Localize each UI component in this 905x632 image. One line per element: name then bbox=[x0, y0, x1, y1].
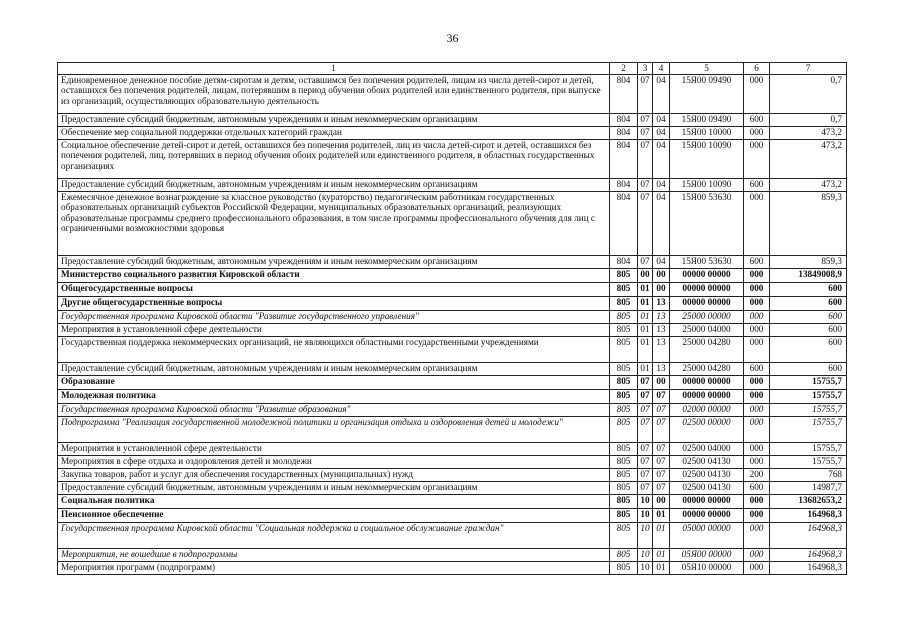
section-code-cell: 07 bbox=[638, 456, 653, 469]
amount-cell: 15755,7 bbox=[770, 417, 847, 443]
section-code-cell: 07 bbox=[638, 192, 653, 256]
page-number: 36 bbox=[446, 31, 459, 45]
subsection-code-cell: 13 bbox=[653, 324, 670, 337]
row-name-cell: Предоставление субсидий бюджетным, автономным учреждениям и иным некоммерческим организациям bbox=[58, 179, 610, 192]
subsection-code-cell: 07 bbox=[653, 417, 670, 443]
section-code-cell: 10 bbox=[638, 509, 653, 523]
amount-cell: 164968,3 bbox=[770, 509, 847, 523]
row-name-cell: Образование bbox=[58, 376, 610, 390]
row-name-cell: Предоставление субсидий бюджетным, автономным учреждениям и иным некоммерческим организациям bbox=[58, 482, 610, 495]
expense-type-cell: 000 bbox=[744, 283, 770, 297]
subsection-code-cell: 04 bbox=[653, 140, 670, 179]
subsection-code-cell: 13 bbox=[653, 297, 670, 311]
expense-type-cell: 000 bbox=[744, 269, 770, 283]
table-row bbox=[58, 523, 847, 549]
target-article-cell: 00000 00000 bbox=[670, 376, 744, 390]
section-code-cell: 10 bbox=[638, 549, 653, 562]
expense-type-cell: 000 bbox=[744, 324, 770, 337]
section-code-cell: 07 bbox=[638, 404, 653, 417]
section-code-cell: 10 bbox=[638, 495, 653, 509]
target-article-cell: 00000 00000 bbox=[670, 495, 744, 509]
amount-cell: 600 bbox=[770, 283, 847, 297]
amount-cell: 600 bbox=[770, 297, 847, 311]
row-name-cell: Государственная поддержка некоммерческих организаций, не являющихся областными государственными учреждениями bbox=[58, 337, 610, 363]
row-name-cell: Предоставление субсидий бюджетным, автономным учреждениям и иным некоммерческим организациям bbox=[58, 256, 610, 269]
target-article-cell: 02500 04130 bbox=[670, 482, 744, 495]
budget-table bbox=[57, 62, 847, 575]
subsection-code-cell: 04 bbox=[653, 127, 670, 140]
table-row bbox=[58, 140, 847, 179]
ministry-code-cell: 805 bbox=[610, 390, 638, 404]
section-code-cell: 07 bbox=[638, 376, 653, 390]
expense-type-cell: 000 bbox=[744, 523, 770, 549]
section-code-cell: 01 bbox=[638, 363, 653, 376]
section-code-cell: 00 bbox=[638, 269, 653, 283]
expense-type-cell: 000 bbox=[744, 390, 770, 404]
target-article-cell: 00000 00000 bbox=[670, 390, 744, 404]
expense-type-cell: 000 bbox=[744, 337, 770, 363]
row-name-cell: Единовременное денежное пособие детям-сиротам и детям, оставшимся без попечения родителей, лицам из числа детей-сирот и детей, оставшихся без попечения родителей, лицам, потерявшим в период обучения обоих родителей или единственного родителя, при выпуске из организаций, осуществляющих образовательную деятельность bbox=[58, 75, 610, 114]
table-row bbox=[58, 549, 847, 562]
amount-cell: 0,7 bbox=[770, 75, 847, 114]
ministry-code-cell: 805 bbox=[610, 495, 638, 509]
table-row bbox=[58, 363, 847, 376]
target-article-cell: 05000 00000 bbox=[670, 523, 744, 549]
expense-type-cell: 600 bbox=[744, 482, 770, 495]
row-name-cell: Подпрограмма "Реализация государственной молодежной политики и организация отдыха и оздоровления детей и молодежи" bbox=[58, 417, 610, 443]
section-code-cell: 07 bbox=[638, 179, 653, 192]
subsection-code-cell: 07 bbox=[653, 469, 670, 482]
table-row bbox=[58, 297, 847, 311]
ministry-code-cell: 804 bbox=[610, 192, 638, 256]
subsection-code-cell: 00 bbox=[653, 376, 670, 390]
row-name-cell: Молодежная политика bbox=[58, 390, 610, 404]
target-article-cell: 15Я00 10000 bbox=[670, 127, 744, 140]
expense-type-cell: 000 bbox=[744, 443, 770, 456]
row-name-cell: Пенсионное обеспечение bbox=[58, 509, 610, 523]
target-article-cell: 05Я10 00000 bbox=[670, 562, 744, 575]
ministry-code-cell: 805 bbox=[610, 311, 638, 324]
section-code-cell: 10 bbox=[638, 523, 653, 549]
expense-type-cell: 000 bbox=[744, 549, 770, 562]
row-name-cell: Государственная программа Кировской области "Социальная поддержка и социальное обслуживание граждан" bbox=[58, 523, 610, 549]
ministry-code-cell: 805 bbox=[610, 324, 638, 337]
table-row bbox=[58, 495, 847, 509]
row-name-cell: Другие общегосударственные вопросы bbox=[58, 297, 610, 311]
row-name-cell: Министерство социального развития Кировской области bbox=[58, 269, 610, 283]
table-row bbox=[58, 283, 847, 297]
expense-type-cell: 000 bbox=[744, 562, 770, 575]
table-row bbox=[58, 404, 847, 417]
amount-cell: 15755,7 bbox=[770, 443, 847, 456]
amount-cell: 859,3 bbox=[770, 192, 847, 256]
expense-type-cell: 000 bbox=[744, 311, 770, 324]
header-cell: 7 bbox=[770, 63, 847, 75]
amount-cell: 164968,3 bbox=[770, 549, 847, 562]
target-article-cell: 25000 00000 bbox=[670, 311, 744, 324]
header-cell: 1 bbox=[58, 63, 610, 75]
table-row bbox=[58, 311, 847, 324]
subsection-code-cell: 04 bbox=[653, 75, 670, 114]
target-article-cell: 25000 04280 bbox=[670, 337, 744, 363]
subsection-code-cell: 13 bbox=[653, 363, 670, 376]
expense-type-cell: 000 bbox=[744, 140, 770, 179]
expense-type-cell: 000 bbox=[744, 192, 770, 256]
section-code-cell: 07 bbox=[638, 443, 653, 456]
table-row bbox=[58, 179, 847, 192]
target-article-cell: 15Я00 10090 bbox=[670, 140, 744, 179]
table-body bbox=[58, 63, 847, 575]
row-name-cell: Закупка товаров, работ и услуг для обеспечения государственных (муниципальных) нужд bbox=[58, 469, 610, 482]
ministry-code-cell: 805 bbox=[610, 562, 638, 575]
subsection-code-cell: 01 bbox=[653, 549, 670, 562]
table-row bbox=[58, 562, 847, 575]
table-row bbox=[58, 256, 847, 269]
amount-cell: 0,7 bbox=[770, 114, 847, 127]
ministry-code-cell: 804 bbox=[610, 140, 638, 179]
ministry-code-cell: 805 bbox=[610, 363, 638, 376]
ministry-code-cell: 805 bbox=[610, 297, 638, 311]
ministry-code-cell: 804 bbox=[610, 256, 638, 269]
target-article-cell: 15Я00 09490 bbox=[670, 114, 744, 127]
section-code-cell: 07 bbox=[638, 469, 653, 482]
expense-type-cell: 000 bbox=[744, 495, 770, 509]
table-row bbox=[58, 417, 847, 443]
subsection-code-cell: 13 bbox=[653, 337, 670, 363]
ministry-code-cell: 805 bbox=[610, 337, 638, 363]
row-name-cell: Социальная политика bbox=[58, 495, 610, 509]
section-code-cell: 01 bbox=[638, 297, 653, 311]
row-name-cell: Социальное обеспечение детей-сирот и детей, оставшихся без попечения родителей, лиц из числа детей-сирот и детей, оставшихся без попечения родителей, лиц, потерявших в период обучения обоих родителей или единственного родителя, в областных государственных организациях bbox=[58, 140, 610, 179]
target-article-cell: 25000 04280 bbox=[670, 363, 744, 376]
expense-type-cell: 000 bbox=[744, 75, 770, 114]
section-code-cell: 01 bbox=[638, 337, 653, 363]
ministry-code-cell: 805 bbox=[610, 417, 638, 443]
section-code-cell: 07 bbox=[638, 140, 653, 179]
section-code-cell: 07 bbox=[638, 127, 653, 140]
header-cell: 3 bbox=[638, 63, 653, 75]
target-article-cell: 00000 00000 bbox=[670, 269, 744, 283]
table-row bbox=[58, 75, 847, 114]
row-name-cell: Государственная программа Кировской области "Развитие государственного управления" bbox=[58, 311, 610, 324]
row-name-cell: Предоставление субсидий бюджетным, автономным учреждениям и иным некоммерческим организациям bbox=[58, 363, 610, 376]
subsection-code-cell: 00 bbox=[653, 495, 670, 509]
ministry-code-cell: 804 bbox=[610, 179, 638, 192]
amount-cell: 600 bbox=[770, 337, 847, 363]
table-row bbox=[58, 127, 847, 140]
subsection-code-cell: 07 bbox=[653, 404, 670, 417]
amount-cell: 13849008,9 bbox=[770, 269, 847, 283]
target-article-cell: 05Я00 00000 bbox=[670, 549, 744, 562]
subsection-code-cell: 07 bbox=[653, 390, 670, 404]
subsection-code-cell: 00 bbox=[653, 269, 670, 283]
ministry-code-cell: 805 bbox=[610, 269, 638, 283]
amount-cell: 600 bbox=[770, 324, 847, 337]
subsection-code-cell: 07 bbox=[653, 443, 670, 456]
table-row bbox=[58, 456, 847, 469]
expense-type-cell: 200 bbox=[744, 469, 770, 482]
header-cell: 4 bbox=[653, 63, 670, 75]
subsection-code-cell: 01 bbox=[653, 509, 670, 523]
expense-type-cell: 000 bbox=[744, 297, 770, 311]
amount-cell: 164968,3 bbox=[770, 523, 847, 549]
expense-type-cell: 000 bbox=[744, 456, 770, 469]
expense-type-cell: 000 bbox=[744, 376, 770, 390]
target-article-cell: 15Я00 10090 bbox=[670, 179, 744, 192]
section-code-cell: 07 bbox=[638, 256, 653, 269]
row-name-cell: Мероприятия, не вошедшие в подпрограммы bbox=[58, 549, 610, 562]
target-article-cell: 02500 04130 bbox=[670, 469, 744, 482]
amount-cell: 768 bbox=[770, 469, 847, 482]
table-row bbox=[58, 443, 847, 456]
expense-type-cell: 600 bbox=[744, 256, 770, 269]
subsection-code-cell: 07 bbox=[653, 456, 670, 469]
section-code-cell: 01 bbox=[638, 311, 653, 324]
subsection-code-cell: 04 bbox=[653, 256, 670, 269]
amount-cell: 13682653,2 bbox=[770, 495, 847, 509]
row-name-cell: Предоставление субсидий бюджетным, автономным учреждениям и иным некоммерческим организациям bbox=[58, 114, 610, 127]
table-row bbox=[58, 114, 847, 127]
amount-cell: 15755,7 bbox=[770, 404, 847, 417]
amount-cell: 473,2 bbox=[770, 127, 847, 140]
row-name-cell: Ежемесячное денежное вознаграждение за классное руководство (кураторство) педагогическим работникам государственных образовательных организаций субъектов Российской Федерации, муниципальных образовательных организаций, реализующих образовательные программы среднего профессионального образования, в том числе программы профессионального обучения для лиц с ограниченными возможностями здоровья bbox=[58, 192, 610, 256]
ministry-code-cell: 804 bbox=[610, 75, 638, 114]
expense-type-cell: 000 bbox=[744, 127, 770, 140]
amount-cell: 14987,7 bbox=[770, 482, 847, 495]
row-name-cell: Общегосударственные вопросы bbox=[58, 283, 610, 297]
table-row bbox=[58, 337, 847, 363]
amount-cell: 600 bbox=[770, 311, 847, 324]
table-row bbox=[58, 192, 847, 256]
expense-type-cell: 000 bbox=[744, 417, 770, 443]
subsection-code-cell: 01 bbox=[653, 562, 670, 575]
amount-cell: 473,2 bbox=[770, 179, 847, 192]
ministry-code-cell: 805 bbox=[610, 283, 638, 297]
row-name-cell: Мероприятия в установленной сфере деятельности bbox=[58, 324, 610, 337]
target-article-cell: 15Я00 53630 bbox=[670, 256, 744, 269]
section-code-cell: 01 bbox=[638, 324, 653, 337]
table-row bbox=[58, 390, 847, 404]
ministry-code-cell: 805 bbox=[610, 549, 638, 562]
amount-cell: 600 bbox=[770, 363, 847, 376]
target-article-cell: 15Я00 53630 bbox=[670, 192, 744, 256]
ministry-code-cell: 804 bbox=[610, 127, 638, 140]
table-row bbox=[58, 469, 847, 482]
expense-type-cell: 600 bbox=[744, 179, 770, 192]
header-cell: 5 bbox=[670, 63, 744, 75]
table-row bbox=[58, 509, 847, 523]
header-row bbox=[58, 63, 847, 75]
target-article-cell: 15Я00 09490 bbox=[670, 75, 744, 114]
ministry-code-cell: 805 bbox=[610, 523, 638, 549]
subsection-code-cell: 00 bbox=[653, 283, 670, 297]
amount-cell: 859,3 bbox=[770, 256, 847, 269]
target-article-cell: 00000 00000 bbox=[670, 283, 744, 297]
target-article-cell: 00000 00000 bbox=[670, 509, 744, 523]
target-article-cell: 02000 00000 bbox=[670, 404, 744, 417]
table-row bbox=[58, 269, 847, 283]
amount-cell: 15755,7 bbox=[770, 456, 847, 469]
target-article-cell: 25000 04000 bbox=[670, 324, 744, 337]
row-name-cell: Мероприятия в сфере отдыха и оздоровления детей и молодежи bbox=[58, 456, 610, 469]
amount-cell: 473,2 bbox=[770, 140, 847, 179]
ministry-code-cell: 805 bbox=[610, 509, 638, 523]
ministry-code-cell: 805 bbox=[610, 482, 638, 495]
table-row bbox=[58, 324, 847, 337]
table-row bbox=[58, 482, 847, 495]
amount-cell: 15755,7 bbox=[770, 376, 847, 390]
header-cell: 2 bbox=[610, 63, 638, 75]
expense-type-cell: 600 bbox=[744, 114, 770, 127]
expense-type-cell: 000 bbox=[744, 404, 770, 417]
ministry-code-cell: 805 bbox=[610, 404, 638, 417]
subsection-code-cell: 07 bbox=[653, 482, 670, 495]
row-name-cell: Мероприятия в установленной сфере деятельности bbox=[58, 443, 610, 456]
target-article-cell: 02500 04000 bbox=[670, 443, 744, 456]
amount-cell: 15755,7 bbox=[770, 390, 847, 404]
amount-cell: 164968,3 bbox=[770, 562, 847, 575]
section-code-cell: 07 bbox=[638, 75, 653, 114]
target-article-cell: 00000 00000 bbox=[670, 297, 744, 311]
row-name-cell: Обеспечение мер социальной поддержки отдельных категорий граждан bbox=[58, 127, 610, 140]
subsection-code-cell: 04 bbox=[653, 192, 670, 256]
target-article-cell: 02500 04130 bbox=[670, 456, 744, 469]
section-code-cell: 07 bbox=[638, 390, 653, 404]
ministry-code-cell: 805 bbox=[610, 443, 638, 456]
subsection-code-cell: 13 bbox=[653, 311, 670, 324]
table-row bbox=[58, 376, 847, 390]
row-name-cell: Мероприятия программ (подпрограмм) bbox=[58, 562, 610, 575]
subsection-code-cell: 01 bbox=[653, 523, 670, 549]
section-code-cell: 07 bbox=[638, 417, 653, 443]
section-code-cell: 01 bbox=[638, 283, 653, 297]
ministry-code-cell: 805 bbox=[610, 376, 638, 390]
ministry-code-cell: 805 bbox=[610, 456, 638, 469]
header-cell: 6 bbox=[744, 63, 770, 75]
subsection-code-cell: 04 bbox=[653, 179, 670, 192]
section-code-cell: 07 bbox=[638, 114, 653, 127]
expense-type-cell: 000 bbox=[744, 509, 770, 523]
target-article-cell: 02500 00000 bbox=[670, 417, 744, 443]
ministry-code-cell: 805 bbox=[610, 469, 638, 482]
ministry-code-cell: 804 bbox=[610, 114, 638, 127]
section-code-cell: 07 bbox=[638, 482, 653, 495]
section-code-cell: 10 bbox=[638, 562, 653, 575]
expense-type-cell: 600 bbox=[744, 363, 770, 376]
row-name-cell: Государственная программа Кировской области "Развитие образования" bbox=[58, 404, 610, 417]
subsection-code-cell: 04 bbox=[653, 114, 670, 127]
